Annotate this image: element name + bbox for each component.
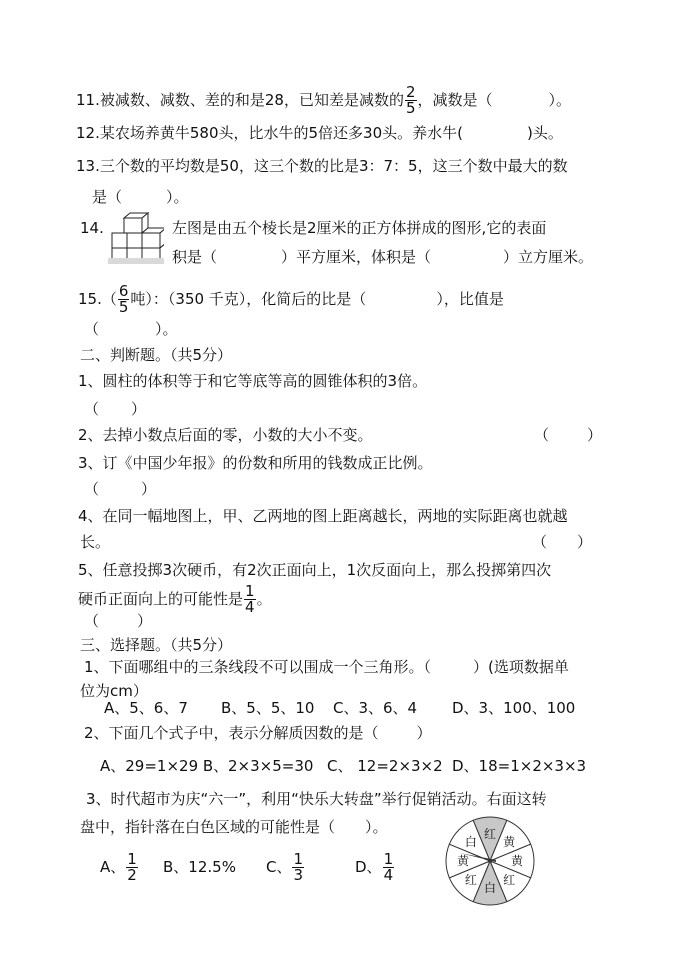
judge-3-paren[interactable]: （ ） (84, 480, 157, 498)
choice-1-option-c[interactable]: C、3、6、4 (333, 699, 418, 717)
section-2-title: 二、判断题。（共5分） (80, 346, 233, 364)
spinner-hub (488, 859, 492, 863)
choice-1-line-2: 位为cm） (80, 682, 148, 700)
spinner-label: 白 (464, 834, 477, 849)
choice-2-option-b[interactable]: 2×3×5=30 (228, 757, 314, 775)
cube-figure (108, 212, 164, 264)
judge-2-paren[interactable]: （ ） (534, 426, 603, 444)
spinner-wheel (442, 813, 542, 913)
judge-1-paren[interactable]: （ ） (84, 400, 147, 418)
spinner-label: 红 (503, 873, 516, 888)
judge-4-text-2: 长。 (80, 533, 111, 551)
choice-2-option-c[interactable]: C、 12=2×3×2 (327, 757, 443, 775)
choice-1-option-b[interactable]: B、5、5、10 (221, 699, 315, 717)
spinner-label: 红 (464, 873, 477, 888)
q14-line-2: 积是（ ）平方厘米，体积是（ ）立方厘米。 (172, 248, 594, 266)
spinner-label: 白 (483, 881, 497, 895)
q13-line-1: 13.三个数的平均数是50，这三个数的比是3：7：5，这三个数中最大的数 (76, 157, 568, 175)
judge-5-paren[interactable]: （ ） (84, 612, 153, 630)
judge-1-text: 1、圆柱的体积等于和它等底等高的圆锥体积的3倍。 (78, 372, 428, 390)
judge-5-text-2: 硬币正面向上的可能性是 $\frac{1}{4}$ 。 (78, 582, 272, 616)
choice-1-option-a[interactable]: A、5、6、7 (104, 699, 188, 717)
choice-3-option-d[interactable]: D、 $\frac{1}{4}$ (355, 850, 394, 884)
judge-4-text: 4、在同一幅地图上，甲、乙两地的图上距离越长，两地的实际距离也就越 (78, 507, 568, 525)
spinner-label: 黄 (503, 834, 516, 849)
section-3-title: 三、选择题。（共5分） (80, 636, 233, 654)
judge-5-text: 5、任意投掷3次硬币，有2次正面向上，1次反面向上，那么投掷第四次 (78, 561, 552, 579)
judge-3-text: 3、订《中国少年报》的份数和所用的钱数成正比例。 (78, 454, 433, 472)
choice-2-option-a[interactable]: A、29=1×29 B、 (100, 757, 229, 775)
q15-line-2: （ ）。 (84, 320, 178, 338)
q12-line: 12.某农场养黄牛580头，比水牛的5倍还多30头。养水牛( )头。 (76, 124, 563, 142)
choice-3-option-c[interactable]: C、 $\frac{1}{3}$ (266, 850, 304, 884)
fraction-6-5: $\frac{6}{5}$ (118, 282, 129, 316)
q14-line-1: 左图是由五个棱长是2厘米的正方体拼成的图形,它的表面 (172, 219, 547, 237)
choice-1-option-d[interactable]: D、3、100、100 (452, 699, 576, 717)
choice-3-line-1: 3、时代超市为庆“六一”，利用“快乐大转盘”举行促销活动。右面这转 (86, 790, 547, 808)
q11-line: 11.被减数、减数、差的和是28，已知差是减数的 $\frac{2}{5}$ ，减数是（ ）。 (76, 83, 572, 117)
choice-2-line: 2、下面几个式子中，表示分解质因数的是（ ） (84, 724, 432, 742)
spinner-label: 黄 (510, 854, 524, 868)
choice-3-line-2: 盘中，指针落在白色区域的可能性是（ ）。 (80, 818, 388, 836)
spinner-label: 红 (483, 827, 497, 841)
choice-2-option-d[interactable]: D、18=1×2×3×3 (452, 757, 587, 775)
choice-1-line-1: 1、下面哪组中的三条线段不可以围成一个三角形。（ ）(选项数据单 (84, 658, 569, 676)
q13-line-2: 是（ ）。 (92, 188, 189, 206)
choice-3-option-a[interactable]: A、 $\frac{1}{2}$ (100, 850, 137, 884)
choice-3-option-b[interactable]: B、12.5% (163, 858, 236, 876)
spinner-label: 黄 (456, 854, 470, 868)
q15-line-1: 15.（ $\frac{6}{5}$ 吨）：（350 千克），化简后的比是（ ），比值是 (78, 282, 504, 316)
fraction-2-5: $\frac{2}{5}$ (405, 83, 416, 117)
judge-4-paren[interactable]: （ ） (532, 533, 593, 551)
judge-2-text: 2、去掉小数点后面的零，小数的大小不变。 (78, 426, 373, 444)
fraction-1-4: $\frac{1}{4}$ (245, 582, 255, 616)
q14-number: 14. (80, 219, 104, 237)
